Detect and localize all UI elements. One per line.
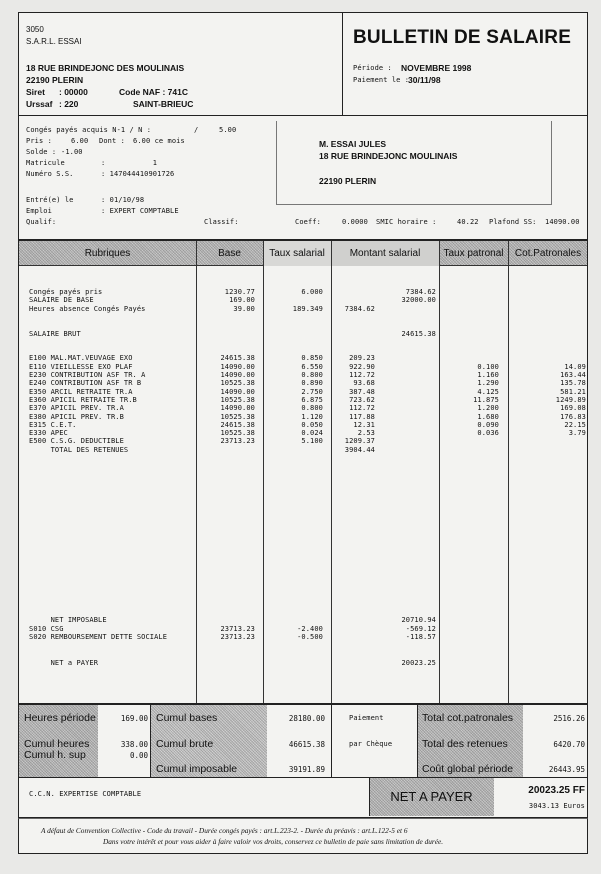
- table-row: [19, 446, 587, 454]
- employee-address-line1: 18 RUE BRINDEJONC MOULINAIS: [319, 151, 458, 161]
- cell-base: 169.00: [229, 296, 255, 305]
- cell-label: [29, 321, 194, 329]
- urssaf-city: SAINT-BRIEUC: [133, 99, 194, 109]
- table-row: [19, 650, 587, 659]
- cell-montant-sal-b: [331, 437, 436, 445]
- cell-taux-sal: [263, 313, 323, 321]
- cell-taux-pat: [439, 330, 499, 338]
- entree-value: : 01/10/98: [101, 196, 145, 204]
- cell-taux-sal: [263, 346, 323, 354]
- table-row: [19, 354, 587, 362]
- cell-base: 10525.38: [220, 429, 255, 438]
- qualif-label: Qualif:: [26, 218, 57, 226]
- cell-base: 39.00: [233, 304, 255, 313]
- cell-label: Congés payés pris: [29, 288, 103, 296]
- table-row: [19, 305, 587, 313]
- header-montant-salarial: Montant salarial: [331, 241, 439, 266]
- cell-label: [29, 346, 194, 354]
- cell-base: [196, 313, 255, 321]
- periode-label: Période :: [353, 64, 392, 72]
- cell-base: 23713.23: [220, 633, 255, 642]
- cell-taux-sal: [263, 446, 323, 454]
- cell-cot-pat: 169.08: [560, 404, 586, 413]
- header-taux-patronal: Taux patronal: [443, 248, 504, 259]
- heures-periode-label: Heures période: [24, 712, 96, 724]
- cell-montant-sal-a: 922.90: [349, 362, 375, 371]
- cell-taux-sal: [263, 616, 323, 624]
- cell-base: 14090.00: [220, 371, 255, 379]
- cell-base: [196, 338, 255, 346]
- title-block: [342, 12, 588, 116]
- cell-montant-sal-b: -118.57: [405, 633, 436, 642]
- cell-base: 14090.00: [220, 387, 255, 396]
- cell-montant-sal-b: [331, 404, 436, 412]
- cell-taux-sal: [263, 321, 323, 329]
- convention-collective: C.C.N. EXPERTISE COMPTABLE: [29, 790, 142, 798]
- cell-label: E350 ARCIL RETRAITE TR.A: [29, 387, 133, 396]
- totals-block: [18, 704, 588, 778]
- cell-taux-sal: 6.550: [301, 362, 323, 371]
- cell-taux-pat: 0.036: [477, 429, 499, 438]
- table-row: [19, 413, 587, 421]
- cell-montant-sal-b: [331, 313, 436, 321]
- divider: [331, 705, 332, 777]
- conges-acquis-value: 5.00: [219, 126, 237, 134]
- smic-label: SMIC horaire :: [376, 218, 437, 226]
- net-block: [18, 778, 588, 818]
- cell-cot-pat: [508, 338, 586, 346]
- cell-taux-pat: [439, 354, 499, 362]
- table-row: [19, 404, 587, 412]
- net-a-payer-label: NET A PAYER: [390, 789, 473, 804]
- matricule-label: Matricule: [26, 159, 65, 167]
- cell-montant-sal-a: 117.88: [349, 412, 375, 421]
- cell-base: 24615.38: [220, 420, 255, 429]
- cell-base: 23713.23: [220, 437, 255, 446]
- cumul-heures-value: 338.00: [120, 740, 148, 749]
- cell-label: E500 C.S.G. DEDUCTIBLE: [29, 437, 124, 446]
- cell-montant-sal-a: 12.31: [353, 420, 375, 429]
- cell-cot-pat: 22.15: [564, 420, 586, 429]
- cell-cot-pat: [508, 313, 586, 321]
- cell-taux-sal: 6.000: [301, 288, 323, 296]
- conges-acquis-label: Congés payés acquis N-1 / N :: [26, 126, 152, 134]
- cell-cot-pat: 1249.89: [555, 395, 586, 404]
- cell-taux-pat: [439, 296, 499, 304]
- cell-cot-pat: 135.78: [560, 379, 586, 388]
- numero-ss-value: : 147044410901726: [101, 170, 175, 178]
- smic-value: 40.22: [457, 218, 479, 226]
- cell-label: [29, 313, 194, 321]
- cell-base: [196, 321, 255, 329]
- employee-name: M. ESSAI JULES: [319, 139, 387, 149]
- cumul-hsup-value: 0.00: [129, 751, 148, 760]
- cell-base: 10525.38: [220, 379, 255, 388]
- cell-montant-sal-b: [331, 338, 436, 346]
- emploi-label: Emploi: [26, 207, 52, 215]
- legal-line-1: A défaut de Convention Collective - Code du travail - Durée congés payés : art.L.223-2. - Durée du préavis : art.L.122-5 et 6: [41, 826, 408, 835]
- table-row: [19, 379, 587, 387]
- cumul-brute-label: Cumul brute: [156, 738, 214, 750]
- cell-cot-pat: 14.09: [564, 362, 586, 371]
- header-taux-salarial: Taux salarial: [263, 241, 331, 266]
- cell-label: TOTAL DES RETENUES: [29, 445, 129, 454]
- urssaf-value: : 220: [59, 99, 79, 109]
- solde-label: Solde :: [26, 148, 57, 156]
- cell-taux-pat: [439, 446, 499, 454]
- cell-cot-pat: [508, 354, 586, 362]
- cell-montant-sal-b: [331, 396, 436, 404]
- coeff-value: 0.0000: [342, 218, 368, 226]
- solde-value: -1.00: [61, 148, 83, 156]
- cell-base: 10525.38: [220, 412, 255, 421]
- cell-base: 10525.38: [220, 395, 255, 404]
- cell-label: [29, 338, 194, 346]
- coeff-label: Coeff:: [295, 218, 321, 226]
- cell-montant-sal-b: [331, 642, 436, 650]
- cell-montant-sal-b: [331, 321, 436, 329]
- cumul-brute-value: 46615.38: [288, 740, 325, 749]
- cell-label: E330 APEC: [29, 429, 68, 438]
- cell-label: E360 APICIL RETRAITE TR.B: [29, 395, 137, 404]
- cell-label: NET a PAYER: [29, 659, 99, 667]
- cell-taux-sal: [263, 650, 323, 658]
- cell-label: E100 MAL.MAT.VEUVAGE EXO: [29, 354, 133, 363]
- cell-taux-sal: -2.400: [297, 624, 323, 633]
- paiement-mode: par Chèque: [349, 740, 393, 748]
- siret-label: Siret: [26, 87, 45, 97]
- cumul-bases-value: 28180.00: [288, 714, 325, 723]
- cell-taux-pat: 4.125: [477, 387, 499, 396]
- cell-taux-pat: [439, 305, 499, 313]
- total-cot-patronales-value: 2516.26: [553, 714, 585, 723]
- cell-taux-pat: 1.160: [477, 371, 499, 379]
- cell-base: [196, 616, 255, 624]
- cell-montant-sal-b: [331, 388, 436, 396]
- payslip-table: [18, 240, 588, 704]
- cell-montant-sal-b: [331, 379, 436, 387]
- legal-footer: [18, 818, 588, 854]
- numero-ss-label: Numéro S.S.: [26, 170, 74, 178]
- cell-montant-sal-b: 20710.94: [401, 616, 436, 624]
- table-row: [19, 633, 587, 642]
- table-row: [19, 330, 587, 338]
- dont-label: Dont :: [99, 137, 125, 145]
- periode-value: NOVEMBRE 1998: [401, 63, 472, 73]
- cell-montant-sal-b: 32000.00: [401, 296, 436, 305]
- header-rubriques: Rubriques: [84, 248, 131, 259]
- table-row: [19, 616, 587, 625]
- employer-block: [18, 12, 348, 116]
- cell-taux-sal: 6.875: [301, 395, 323, 404]
- cell-taux-pat: 0.090: [477, 420, 499, 429]
- classif-label: Classif:: [204, 218, 239, 226]
- cell-cot-pat: [508, 330, 586, 338]
- cell-taux-pat: [439, 338, 499, 346]
- table-row: [19, 296, 587, 304]
- dont-value: 6.00 ce mois: [133, 137, 185, 145]
- cell-label: [29, 642, 194, 650]
- cell-base: [196, 330, 255, 338]
- cell-base: [196, 346, 255, 354]
- cell-montant-sal-a: 1209.37: [344, 437, 375, 446]
- entree-label: Entré(e) le: [26, 196, 74, 204]
- cell-taux-sal: [263, 296, 323, 304]
- cell-taux-sal: [263, 338, 323, 346]
- cell-label: E315 C.E.T.: [29, 420, 77, 429]
- cell-montant-sal-b: [331, 421, 436, 429]
- cell-taux-pat: 11.875: [473, 395, 499, 404]
- cell-taux-sal: 0.890: [301, 379, 323, 388]
- cell-label: NET IMPOSABLE: [29, 616, 107, 624]
- employee-address-line2: 22190 PLERIN: [319, 176, 377, 186]
- cell-montant-sal-a: 209.23: [349, 354, 375, 363]
- cell-taux-sal: 1.120: [301, 412, 323, 421]
- cell-cot-pat: [508, 288, 586, 296]
- table-row: [19, 429, 587, 437]
- urssaf-label: Urssaf: [26, 99, 53, 109]
- heures-periode-value: 169.00: [120, 714, 148, 723]
- cell-base: 23713.23: [220, 624, 255, 633]
- header-cot-patronales: Cot.Patronales: [514, 248, 582, 259]
- table-row: [19, 659, 587, 668]
- cell-cot-pat: [508, 296, 586, 304]
- cell-montant-sal-a: 112.72: [349, 404, 375, 413]
- employee-info-block: [18, 116, 588, 240]
- table-row: [19, 321, 587, 329]
- cell-montant-sal-b: 20023.25: [401, 659, 436, 667]
- cell-montant-sal-b: 7384.62: [405, 288, 436, 296]
- cell-taux-sal: [263, 330, 323, 338]
- employer-address-line2: 22190 PLERIN: [26, 75, 84, 85]
- pris-value: 6.00: [71, 137, 89, 145]
- cell-montant-sal-a: 387.48: [349, 387, 375, 396]
- cell-cot-pat: 3.79: [568, 429, 586, 438]
- cell-label: S010 CSG: [29, 624, 64, 633]
- cell-cot-pat: [508, 437, 586, 445]
- paiement-date-value: 30/11/98: [408, 75, 441, 85]
- cell-label: E240 CONTRIBUTION ASF TR B: [29, 379, 142, 388]
- employer-name: S.A.R.L. ESSAI: [26, 37, 82, 46]
- emploi-value: : EXPERT COMPTABLE: [101, 207, 179, 215]
- cell-taux-sal: 0.050: [301, 420, 323, 429]
- cell-cot-pat: 163.44: [560, 371, 586, 379]
- cell-montant-sal-a: 112.72: [349, 371, 375, 379]
- conges-acquis-sep: /: [194, 126, 199, 134]
- cell-base: [196, 650, 255, 658]
- cell-label: E110 VIEILLESSE EXO PLAF: [29, 362, 133, 371]
- cumul-imposable-label: Cumul imposable: [156, 763, 238, 775]
- cell-taux-pat: 1.680: [477, 412, 499, 421]
- cell-montant-sal-b: [331, 305, 436, 313]
- cell-taux-sal: 0.800: [301, 371, 323, 379]
- cumul-imposable-value: 39191.89: [288, 765, 325, 774]
- table-row: [19, 437, 587, 445]
- matricule-value: : 1: [101, 159, 158, 167]
- cell-montant-sal-b: [331, 650, 436, 658]
- cell-montant-sal-b: 24615.38: [401, 329, 436, 338]
- cell-montant-sal-a: 723.62: [349, 395, 375, 404]
- cell-taux-sal: 0.024: [301, 429, 323, 438]
- table-row: [19, 421, 587, 429]
- cell-montant-sal-a: 2.53: [357, 429, 375, 438]
- cell-taux-sal: -0.500: [297, 633, 323, 642]
- naf-code: Code NAF : 741C: [119, 87, 188, 97]
- total-retenues-value: 6420.70: [553, 740, 585, 749]
- table-row: [19, 313, 587, 321]
- cell-base: 14090.00: [220, 362, 255, 371]
- cell-taux-pat: [439, 313, 499, 321]
- cell-base: 24615.38: [220, 354, 255, 363]
- cell-montant-sal-b: [331, 354, 436, 362]
- table-row: [19, 288, 587, 296]
- cell-taux-pat: [439, 321, 499, 329]
- document-title: BULLETIN DE SALAIRE: [353, 27, 572, 48]
- cell-cot-pat: [508, 321, 586, 329]
- cell-taux-pat: [439, 288, 499, 296]
- cell-montant-sal-b: [331, 371, 436, 379]
- cell-taux-sal: [263, 642, 323, 650]
- employee-address-box: [276, 121, 552, 205]
- cell-taux-pat: [439, 437, 499, 445]
- header-base: Base: [218, 248, 241, 259]
- cell-label: [29, 650, 194, 658]
- cell-montant-sal-b: [331, 363, 436, 371]
- cell-taux-sal: 0.800: [301, 404, 323, 413]
- table-row: [19, 346, 587, 354]
- employer-address-line1: 18 RUE BRINDEJONC DES MOULINAIS: [26, 63, 185, 73]
- cell-label: SALAIRE DE BASE: [29, 296, 94, 305]
- cell-montant-sal-b: [331, 429, 436, 437]
- cell-label: E370 APICIL PREV. TR.A: [29, 404, 124, 413]
- table-row: [19, 371, 587, 379]
- table-row: [19, 642, 587, 651]
- cout-global-label: Coût global période: [422, 763, 514, 775]
- cell-taux-pat: 1.200: [477, 404, 499, 413]
- cell-taux-sal: 189.349: [292, 304, 323, 313]
- table-row: [19, 388, 587, 396]
- plafond-value: 14090.00: [545, 218, 580, 226]
- cell-taux-sal: 5.100: [301, 437, 323, 446]
- legal-line-2: Dans votre intérêt et pour vous aider à faire valoir vos droits, conservez ce bulletin de paie sans limitation de durée.: [103, 837, 444, 846]
- cell-montant-sal-a: 7384.62: [344, 304, 375, 313]
- cell-base: [196, 446, 255, 454]
- paiement-date-label: Paiement le :: [353, 76, 410, 84]
- cell-cot-pat: 581.21: [560, 387, 586, 396]
- cell-montant-sal-b: [331, 413, 436, 421]
- table-row: [19, 363, 587, 371]
- cell-taux-sal: 0.850: [301, 354, 323, 363]
- cell-cot-pat: [508, 446, 586, 454]
- cell-cot-pat: 176.83: [560, 412, 586, 421]
- cumul-hsup-label: Cumul h. sup: [24, 749, 86, 761]
- cell-label: SALAIRE BRUT: [29, 329, 81, 338]
- plafond-label: Plafond SS:: [489, 218, 537, 226]
- net-value-ff: 20023.25 FF: [528, 785, 585, 796]
- cell-label: E230 CONTRIBUTION ASF TR. A: [29, 371, 146, 379]
- cout-global-value: 26443.95: [548, 765, 585, 774]
- cell-base: 14090.00: [220, 404, 255, 413]
- cell-base: 1230.77: [224, 288, 255, 296]
- paiement-label: Paiement: [349, 714, 384, 722]
- cell-base: [196, 659, 255, 667]
- table-row: [19, 396, 587, 404]
- cell-taux-pat: 1.290: [477, 379, 499, 388]
- table-row: [19, 338, 587, 346]
- cumul-bases-label: Cumul bases: [156, 712, 218, 724]
- cell-montant-sal-b: [331, 346, 436, 354]
- total-cot-patronales-label: Total cot.patronales: [422, 712, 514, 724]
- table-row: [19, 625, 587, 634]
- cumul-heures-label: Cumul heures: [24, 738, 90, 750]
- cell-montant-sal-a: 93.68: [353, 379, 375, 388]
- cell-montant-sal-a: 3904.44: [344, 445, 375, 454]
- cell-label: S020 REMBOURSEMENT DETTE SOCIALE: [29, 633, 168, 642]
- cell-taux-sal: 2.750: [301, 387, 323, 396]
- cell-taux-pat: 0.100: [477, 362, 499, 371]
- net-value-euros: 3043.13 Euros: [528, 802, 585, 810]
- cell-montant-sal-b: [331, 446, 436, 454]
- cell-taux-pat: [439, 346, 499, 354]
- cell-montant-sal-b: -569.12: [405, 624, 436, 633]
- cell-cot-pat: [508, 346, 586, 354]
- total-retenues-label: Total des retenues: [422, 738, 508, 750]
- cell-cot-pat: [508, 305, 586, 313]
- pris-label: Pris :: [26, 137, 52, 145]
- cell-label: Heures absence Congés Payés: [29, 304, 146, 313]
- cell-label: E380 APICIL PREV. TR.B: [29, 412, 124, 421]
- cell-taux-sal: [263, 659, 323, 667]
- siret-value: : 00000: [59, 87, 88, 97]
- employer-code: 3050: [26, 25, 44, 34]
- cell-base: [196, 642, 255, 650]
